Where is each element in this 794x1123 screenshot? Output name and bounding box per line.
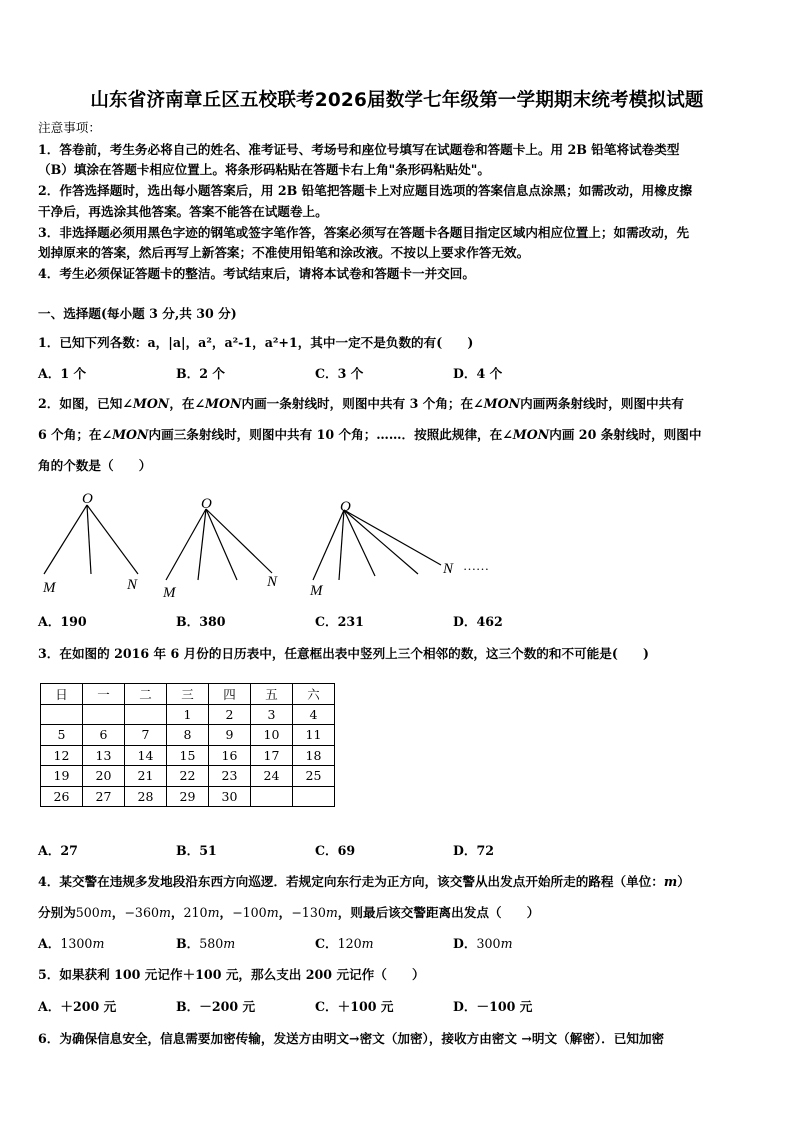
calendar-cell xyxy=(41,704,83,725)
calendar-cell: 19 xyxy=(41,766,83,787)
q4-option-b: B．580m xyxy=(176,936,236,951)
calendar-cell: 25 xyxy=(293,766,335,787)
calendar-cell: 20 xyxy=(83,766,125,787)
calendar-row xyxy=(41,725,335,746)
calendar-cell: 3 xyxy=(251,704,293,725)
q4-option-a: A．1300m xyxy=(38,936,105,951)
q2-option-a: A．190 xyxy=(38,614,87,629)
q3-option-d: D．72 xyxy=(453,843,495,858)
calendar-row xyxy=(41,704,335,725)
notice-item: 划掉原来的答案，然后再写上新答案；不准使用铅笔和涂改液。不按以上要求作答无效。 xyxy=(38,245,530,260)
q3-option-c: C．69 xyxy=(315,843,356,858)
notice-item: 4．考生必须保证答题卡的整洁。考试结束后，请将本试卷和答题卡一并交回。 xyxy=(38,266,475,281)
calendar-cell: 11 xyxy=(293,725,335,746)
calendar-cell xyxy=(125,704,167,725)
calendar-header-row xyxy=(41,684,335,705)
label-m: M xyxy=(310,583,323,599)
q1-option-b: B．2 个 xyxy=(176,366,225,381)
question-2-line3: 角的个数是（ ） xyxy=(38,458,152,473)
notice-item: （B）填涂在答题卡相应位置上。将条形码粘贴在答题卡右上角"条形码粘贴处"。 xyxy=(38,162,490,177)
q4-option-c: C．120m xyxy=(315,936,374,951)
calendar-cell: 28 xyxy=(125,786,167,807)
calendar-cell: 29 xyxy=(167,786,209,807)
label-n: N xyxy=(127,577,138,593)
calendar-cell: 7 xyxy=(125,725,167,746)
calendar-header-cell: 四 xyxy=(209,684,251,705)
calendar-cell: 8 xyxy=(167,725,209,746)
calendar-cell: 1 xyxy=(167,704,209,725)
calendar-cell: 23 xyxy=(209,766,251,787)
notice-item: 1．答卷前，考生务必将自己的姓名、准考证号、考场号和座位号填写在试题卷和答题卡上。用 2B 铅笔将试卷类型 xyxy=(38,142,680,157)
calendar-header-cell: 二 xyxy=(125,684,167,705)
question-4-line1: 4．某交警在违规多发地段沿东西方向巡逻．若规定向东行走为正方向，该交警从出发点开始所走的路程（单位：m） xyxy=(38,874,690,889)
calendar-cell: 18 xyxy=(293,745,335,766)
question-2-line1: 2．如图，已知∠MON，在∠MON内画一条射线时，则图中共有 3 个角；在∠MON内画两条射线时，则图中共有 xyxy=(38,396,684,411)
calendar-cell: 2 xyxy=(209,704,251,725)
calendar-row xyxy=(41,786,335,807)
q5-option-d: D．－100 元 xyxy=(453,999,533,1014)
calendar-cell: 21 xyxy=(125,766,167,787)
notice-item: 3．非选择题必须用黑色字迹的钢笔或签字笔作答，答案必须写在答题卡各题目指定区域内相应位置上；如需改动，先 xyxy=(38,225,690,240)
label-m: M xyxy=(43,580,56,596)
question-5: 5．如果获利 100 元记作＋100 元，那么支出 200 元记作（ ） xyxy=(38,967,425,982)
calendar-cell xyxy=(83,704,125,725)
label-o: O xyxy=(340,499,351,515)
q5-option-a: A．＋200 元 xyxy=(38,999,117,1014)
calendar-cell: 4 xyxy=(293,704,335,725)
q5-option-c: C．＋100 元 xyxy=(315,999,394,1014)
notice-item: 干净后，再选涂其他答案。答案不能答在试题卷上。 xyxy=(38,204,328,219)
q2-option-d: D．462 xyxy=(453,614,503,629)
calendar-cell: 22 xyxy=(167,766,209,787)
calendar-header-cell: 日 xyxy=(41,684,83,705)
notice-heading: 注意事项： xyxy=(38,120,101,135)
calendar-cell: 27 xyxy=(83,786,125,807)
label-o: O xyxy=(201,496,212,512)
calendar-cell: 5 xyxy=(41,725,83,746)
calendar-cell: 24 xyxy=(251,766,293,787)
calendar-cell xyxy=(251,786,293,807)
calendar-cell: 10 xyxy=(251,725,293,746)
label-n: N xyxy=(267,574,278,590)
q2-option-b: B．380 xyxy=(176,614,226,629)
q3-option-a: A．27 xyxy=(38,843,78,858)
calendar-cell: 14 xyxy=(125,745,167,766)
calendar-row xyxy=(41,745,335,766)
calendar-row xyxy=(41,766,335,787)
q3-option-b: B．51 xyxy=(176,843,217,858)
calendar-header-cell: 六 xyxy=(293,684,335,705)
question-4-line2: 分别为500m，−360m，210m，−100m，−130m，则最后该交警距离出发点（ ） xyxy=(38,905,540,920)
calendar-cell: 17 xyxy=(251,745,293,766)
label-n: N xyxy=(443,561,454,577)
calendar-table xyxy=(40,683,335,807)
page-title: 山东省济南章丘区五校联考2026届数学七年级第一学期期末统考模拟试题 xyxy=(90,90,704,111)
q1-option-c: C．3 个 xyxy=(315,366,364,381)
calendar-cell: 13 xyxy=(83,745,125,766)
calendar-header-cell: 三 xyxy=(167,684,209,705)
q5-option-b: B．－200 元 xyxy=(176,999,256,1014)
q4-option-d: D．300m xyxy=(453,936,513,951)
question-3: 3．在如图的 2016 年 6 月份的日历表中，任意框出表中竖列上三个相邻的数，这三个数的和不可能是( ) xyxy=(38,646,649,661)
calendar-cell: 26 xyxy=(41,786,83,807)
question-6: 6．为确保信息安全，信息需要加密传输，发送方由明文→密文（加密），接收方由密文 →明文（解密）．已知加密 xyxy=(38,1031,665,1046)
q1-option-a: A．1 个 xyxy=(38,366,87,381)
calendar-cell: 9 xyxy=(209,725,251,746)
label-o: O xyxy=(82,491,93,507)
calendar-cell: 6 xyxy=(83,725,125,746)
q2-option-c: C．231 xyxy=(315,614,364,629)
calendar-header-cell: 五 xyxy=(251,684,293,705)
calendar-cell: 12 xyxy=(41,745,83,766)
calendar-cell xyxy=(293,786,335,807)
section-heading: 一、选择题(每小题 3 分,共 30 分) xyxy=(38,306,237,321)
calendar-cell: 15 xyxy=(167,745,209,766)
label-ellipsis: …… xyxy=(463,558,489,573)
calendar-header-cell: 一 xyxy=(83,684,125,705)
calendar-cell: 16 xyxy=(209,745,251,766)
notice-item: 2．作答选择题时，选出每小题答案后，用 2B 铅笔把答题卡上对应题目选项的答案信息点涂黑；如需改动，用橡皮擦 xyxy=(38,183,693,198)
question-1: 1．已知下列各数：a，|a|，a²，a²-1，a²+1，其中一定不是负数的有( ) xyxy=(38,335,474,350)
calendar-cell: 30 xyxy=(209,786,251,807)
question-2-line2: 6 个角；在∠MON内画三条射线时，则图中共有 10 个角；……．按照此规律，在∠MON内画 20 条射线时，则图中 xyxy=(38,427,702,442)
q1-option-d: D．4 个 xyxy=(453,366,503,381)
label-m: M xyxy=(163,585,176,601)
